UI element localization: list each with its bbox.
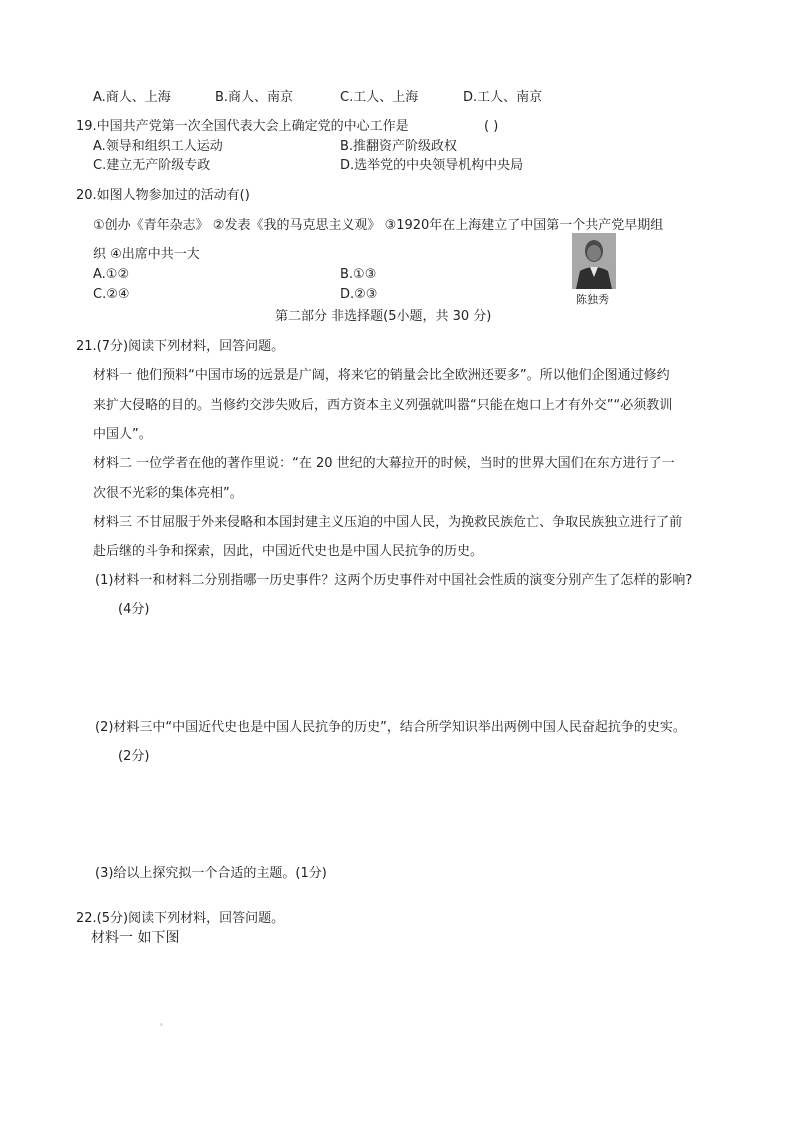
q20-option-d: D.②③	[340, 287, 378, 302]
q21-material1-line2: 来扩大侵略的目的。当修约交涉失败后，西方资本主义列强就叫嚣“只能在炮口上才有外交”“必须教训	[93, 398, 673, 413]
q21-subquestion-1: (1)材料一和材料二分别指哪一历史事件？这两个历史事件对中国社会性质的演变分别产生了怎样的影响?	[95, 573, 693, 588]
q21-stem: 21.(7分)阅读下列材料，回答问题。	[76, 339, 285, 354]
portrait-photo	[572, 233, 616, 289]
q21-subquestion-2: (2)材料三中“中国近代史也是中国人民抗争的历史”，结合所学知识举出两例中国人民奋起抗争的史实。	[95, 720, 686, 735]
q19-answer-paren: ( )	[484, 119, 499, 134]
q21-subquestion-1-score: (4分)	[118, 602, 150, 617]
q19-option-c: C.建立无产阶级专政	[93, 158, 211, 173]
q20-items-line1: ①创办《青年杂志》 ②发表《我的马克思主义观》 ③1920年在上海建立了中国第一个共产党早期组	[93, 218, 664, 233]
q19-option-a: A.领导和组织工人运动	[93, 139, 223, 154]
scan-speck	[160, 1023, 163, 1026]
q20-items-line2: 织 ④出席中共一大	[93, 247, 200, 262]
q19-option-d: D.选举党的中央领导机构中央局	[340, 158, 524, 173]
q22-material1: 材料一 如下图	[91, 930, 180, 946]
q21-material1-line3: 中国人”。	[93, 427, 152, 442]
q21-material3-line1: 材料三 不甘屈服于外来侵略和本国封建主义压迫的中国人民，为挽救民族危亡、争取民族独立进行了前	[93, 515, 683, 530]
q19-option-b: B.推翻资产阶级政权	[340, 139, 458, 154]
q20-option-a: A.①②	[93, 267, 130, 282]
q21-material2-line2: 次很不光彩的集体亮相”。	[93, 486, 243, 501]
q18-option-c: C.工人、上海	[340, 90, 419, 105]
part2-heading: 第二部分 非选择题(5小题，共 30 分)	[275, 309, 492, 324]
q20-option-b: B.①③	[340, 267, 377, 282]
q21-subquestion-3: (3)给以上探究拟一个合适的主题。(1分)	[95, 866, 327, 881]
q21-material3-line2: 赴后继的斗争和探索，因此，中国近代史也是中国人民抗争的历史。	[93, 544, 484, 559]
q20-option-c: C.②④	[93, 287, 130, 302]
q21-subquestion-2-score: (2分)	[118, 749, 150, 764]
q22-stem: 22.(5分)阅读下列材料，回答问题。	[76, 911, 285, 926]
portrait-caption: 陈独秀	[576, 293, 609, 306]
q20-stem: 20.如图人物参加过的活动有()	[76, 188, 250, 203]
q21-material1-line1: 材料一 他们预料“中国市场的远景是广阔，将来它的销量会比全欧洲还要多”。所以他们企图通过修约	[93, 368, 670, 383]
q18-option-d: D.工人、南京	[463, 90, 543, 105]
q18-option-b: B.商人、南京	[215, 90, 294, 105]
q18-option-a: A.商人、上海	[93, 90, 171, 105]
q19-stem: 19.中国共产党第一次全国代表大会上确定党的中心工作是	[76, 119, 409, 134]
q21-material2-line1: 材料二 一位学者在他的著作里说：“在 20 世纪的大幕拉开的时候，当时的世界大国们在东方进行了一	[93, 456, 675, 471]
